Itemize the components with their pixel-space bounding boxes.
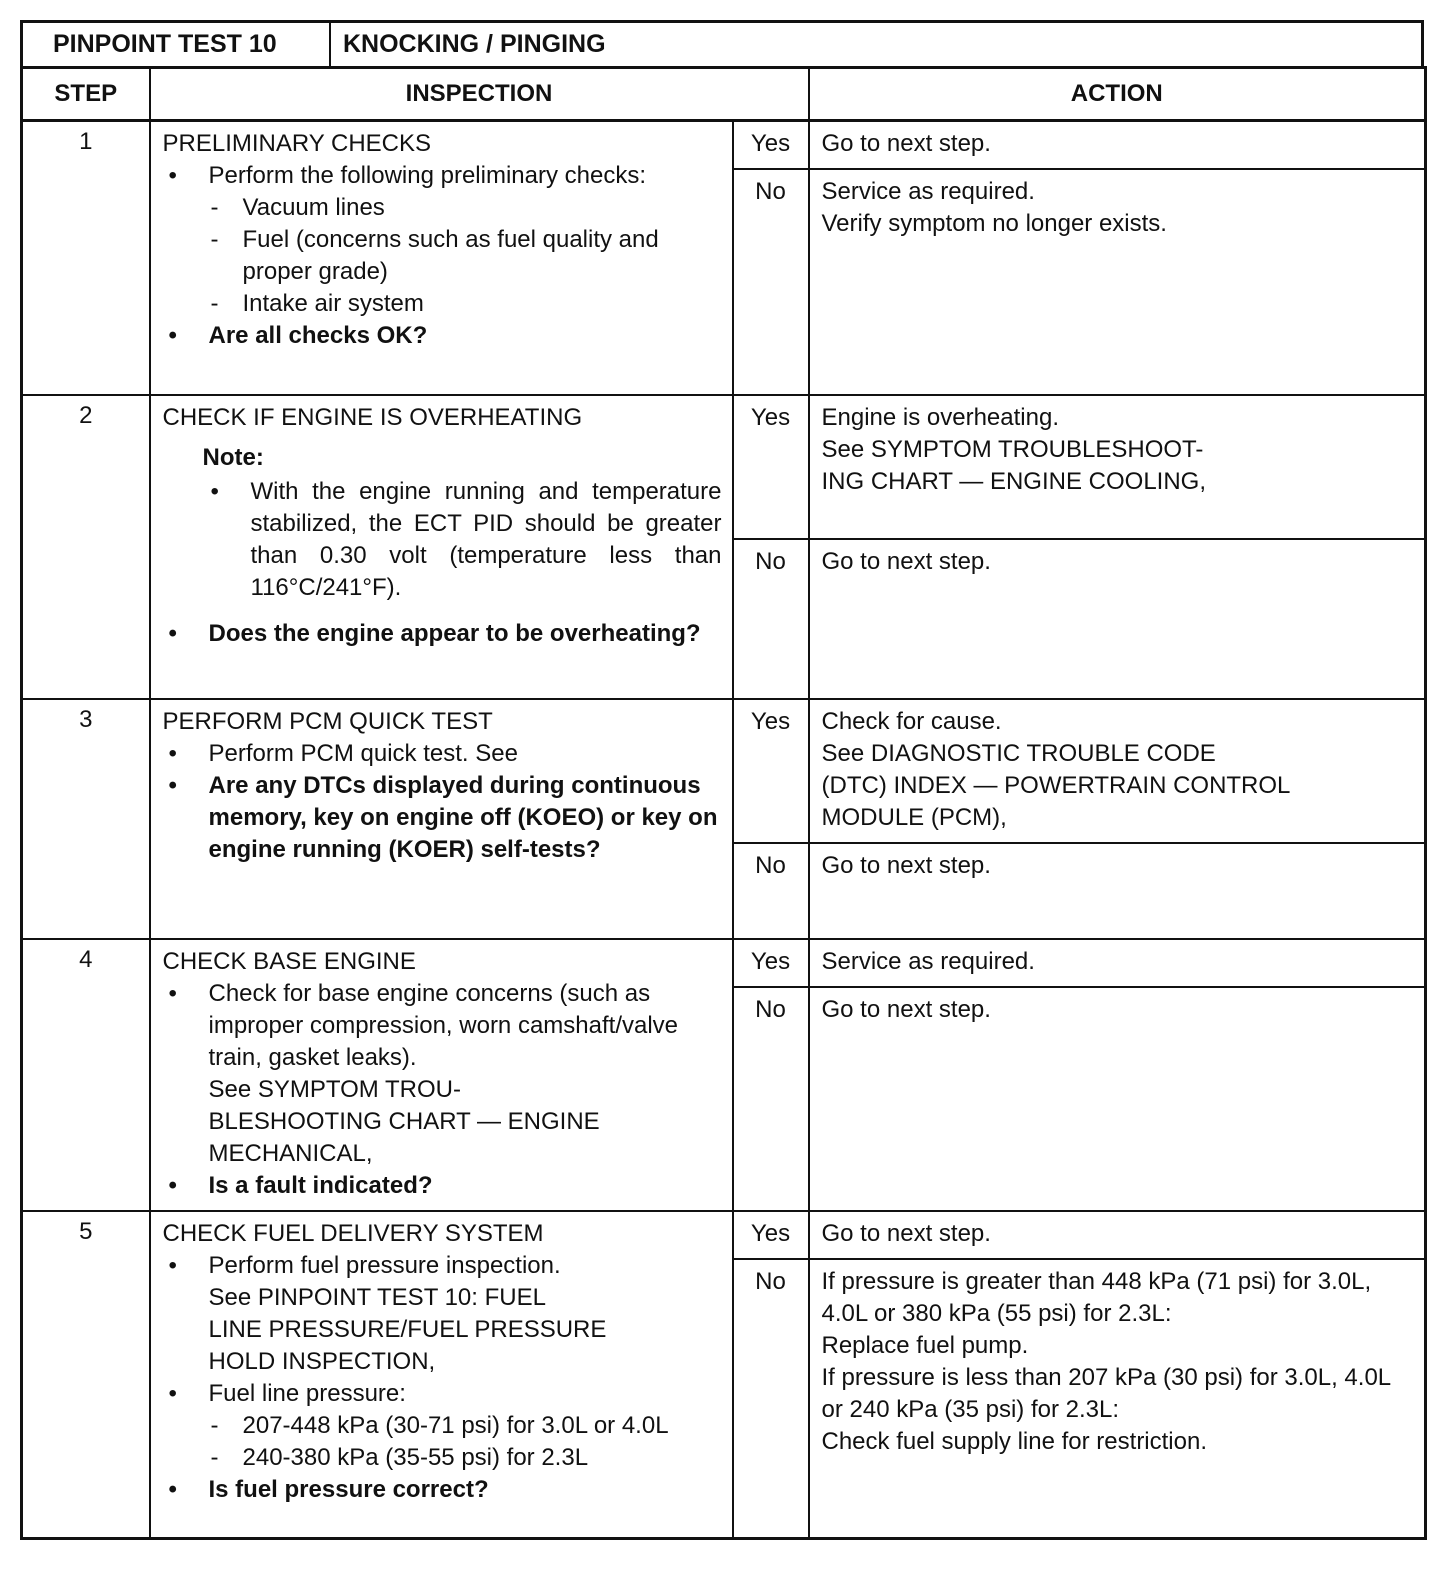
step-title: CHECK BASE ENGINE — [162, 947, 416, 975]
step-question: • Are all checks OK? — [163, 320, 722, 352]
step-title: PRELIMINARY CHECKS — [162, 130, 432, 157]
bullet-item: • Perform PCM quick test. See — [163, 738, 722, 770]
no-action: Go to next step. — [809, 843, 1426, 939]
step-inspection — [150, 699, 733, 939]
test-header — [20, 20, 1424, 66]
note-text: • With the engine running and temperature stabilized, the ECT PID should be greater than 0.30 volt (temperature less than 116°C/241°F). — [205, 476, 722, 604]
test-title: KNOCKING / PINGING — [343, 30, 606, 58]
step-inspection — [150, 395, 733, 699]
no-action: Go to next step. — [809, 987, 1426, 1211]
step-question: • Is a fault indicated? — [163, 1170, 722, 1202]
no-label: No — [733, 169, 809, 395]
yes-action: Go to next step. — [809, 121, 1426, 169]
test-id: PINPOINT TEST 10 — [23, 23, 331, 66]
yes-label: Yes — [733, 1211, 809, 1259]
note-block — [163, 442, 722, 604]
step-4-yes-row — [22, 939, 1426, 987]
no-label: No — [733, 843, 809, 939]
yes-label: Yes — [733, 939, 809, 987]
step-title: PERFORM PCM QUICK TEST — [162, 707, 493, 735]
yes-label: Yes — [733, 395, 809, 539]
no-action: Service as required. Verify symptom no longer exists. — [809, 169, 1426, 395]
bullet-item: • Perform fuel pressure inspection. See PINPOINT TEST 10: FUEL LINE PRESSURE/FUEL PRESSURE HOLD INSPECTION, — [163, 1250, 722, 1378]
column-header-step: STEP — [22, 68, 150, 121]
step-inspection — [150, 939, 733, 1211]
bullet-text: Fuel line pressure: — [208, 1379, 406, 1407]
pinpoint-table — [20, 66, 1427, 1540]
note-label: Note: — [202, 443, 264, 471]
step-number: 2 — [22, 395, 150, 699]
bullet-item — [163, 1378, 722, 1474]
dash-item: - 207-448 kPa (30-71 psi) for 3.0L or 4.0L — [209, 1410, 722, 1442]
bullet-text: Perform the following preliminary checks: — [208, 162, 646, 189]
step-1-yes-row — [22, 121, 1426, 169]
column-header-row — [22, 68, 1426, 121]
dash-item: - Intake air system — [209, 288, 722, 320]
yes-label: Yes — [733, 699, 809, 843]
step-question: • Does the engine appear to be overheating? — [163, 618, 722, 650]
yes-action: Go to next step. — [809, 1211, 1426, 1259]
step-title: CHECK FUEL DELIVERY SYSTEM — [162, 1219, 544, 1247]
yes-action: Engine is overheating. See SYMPTOM TROUBLESHOOT- ING CHART — ENGINE COOLING, — [809, 395, 1426, 539]
column-header-inspection: INSPECTION — [150, 68, 809, 121]
dash-item: - Fuel (concerns such as fuel quality and proper grade) — [209, 224, 722, 288]
step-5-yes-row — [22, 1211, 1426, 1259]
step-inspection — [150, 121, 733, 395]
no-action: Go to next step. — [809, 539, 1426, 699]
step-number: 4 — [22, 939, 150, 1211]
dash-item: - 240-380 kPa (35-55 psi) for 2.3L — [209, 1442, 722, 1474]
bullet-item — [163, 160, 722, 320]
bullet-item: • Check for base engine concerns (such as improper compression, worn camshaft/valve train, gasket leaks). See SYMPTOM TROU- BLESHOOTING CHART — ENGINE MECHANICAL, — [163, 978, 722, 1170]
yes-label: Yes — [733, 121, 809, 169]
no-label: No — [733, 1259, 809, 1539]
pinpoint-test-sheet — [20, 20, 1424, 1540]
dash-item: - Vacuum lines — [209, 192, 722, 224]
step-number: 1 — [22, 121, 150, 395]
no-label: No — [733, 987, 809, 1211]
step-question: • Is fuel pressure correct? — [163, 1474, 722, 1506]
step-2-yes-row — [22, 395, 1426, 539]
no-action: If pressure is greater than 448 kPa (71 psi) for 3.0L, 4.0L or 380 kPa (55 psi) for 2.3L: Replace fuel pump. If pressure is less than 207 kPa (30 psi) for 3.0L, 4.0L or 240 kPa (35 psi) for 2.3L: Check fuel supply line for restriction. — [809, 1259, 1426, 1539]
yes-action: Service as required. — [809, 939, 1426, 987]
step-number: 3 — [22, 699, 150, 939]
step-inspection — [150, 1211, 733, 1539]
column-header-action: ACTION — [809, 68, 1426, 121]
step-question: • Are any DTCs displayed during continuous memory, key on engine off (KOEO) or key on engine running (KOER) self-tests? — [163, 770, 722, 866]
step-number: 5 — [22, 1211, 150, 1539]
step-title: CHECK IF ENGINE IS OVERHEATING — [162, 403, 583, 431]
step-3-yes-row — [22, 699, 1426, 843]
no-label: No — [733, 539, 809, 699]
yes-action: Check for cause. See DIAGNOSTIC TROUBLE CODE (DTC) INDEX — POWERTRAIN CONTROL MODULE (PCM), — [809, 699, 1426, 843]
